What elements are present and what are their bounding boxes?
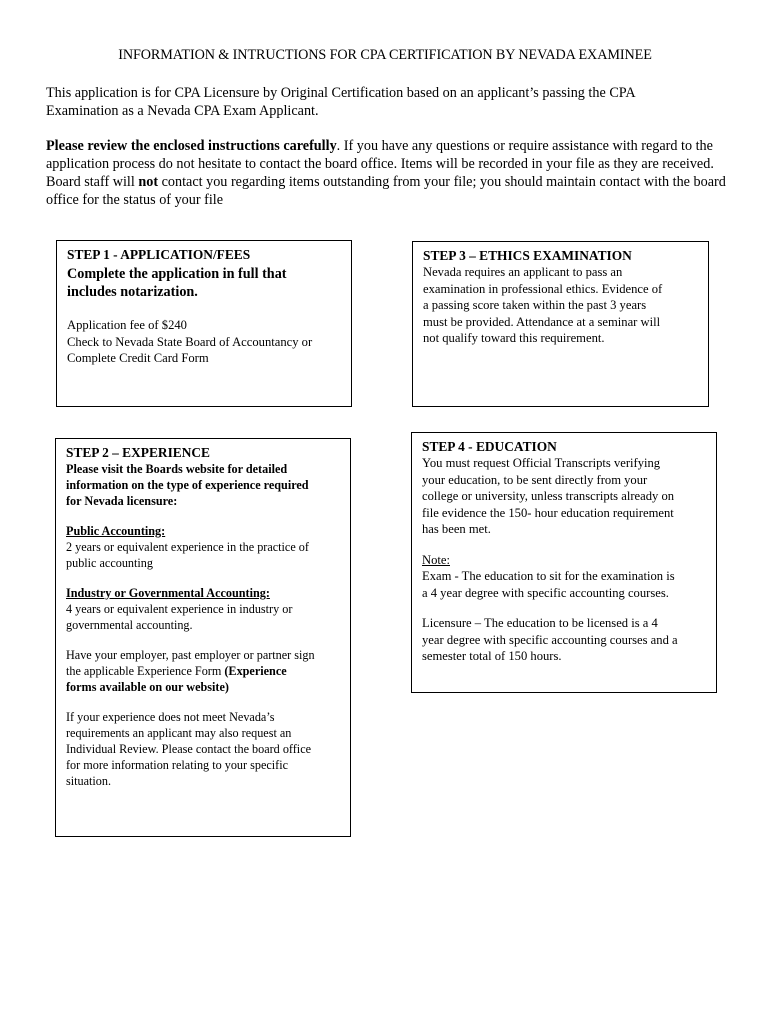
step1-subheading-line-1: Complete the application in full that: [67, 266, 287, 282]
step2-review-line-2: requirements an applicant may also request an: [66, 726, 292, 740]
step3-heading: STEP 3 – ETHICS EXAMINATION: [423, 248, 632, 263]
step2-heading: STEP 2 – EXPERIENCE: [66, 445, 210, 460]
step2-review-line-5: situation.: [66, 774, 112, 788]
step3-line-1: Nevada requires an applicant to pass an: [423, 265, 623, 279]
step4-line-5: has been met.: [422, 522, 491, 536]
step4-exam-line-2: a 4 year degree with specific accounting courses.: [422, 585, 669, 600]
step3-line-3: a passing score taken within the past 3 years: [423, 298, 647, 312]
page-title: INFORMATION & INTRUCTIONS FOR CPA CERTIFICATION BY NEVADA EXAMINEE: [118, 47, 652, 63]
step4-licensure-section: [422, 615, 706, 665]
step3-line-4: must be provided. Attendance at a seminar will: [423, 314, 661, 329]
step2-employer-line-2: [66, 663, 340, 679]
review-bold-lead: Please review the enclosed instructions carefully: [46, 138, 337, 154]
step2-review-section: [66, 709, 340, 789]
step1-box: [56, 240, 352, 407]
step2-intro-line-2: information on the type of experience required: [66, 478, 309, 492]
step4-line-2: your education, to be sent directly from your: [422, 472, 648, 487]
step4-exam-line-1: Exam - The education to sit for the examination is: [422, 569, 675, 583]
step4-note-title: Note:: [422, 552, 450, 567]
step1-check: Check to Nevada State Board of Accountancy or: [67, 334, 313, 349]
step1-subheading: [67, 265, 341, 301]
step3-line-2: examination in professional ethics. Evidence of: [423, 281, 663, 296]
step2-review-line-4: for more information relating to your specific: [66, 758, 289, 772]
step4-box: [411, 432, 717, 693]
step2-employer-line-2b: (Experience: [224, 664, 287, 678]
review-text-a: . If you have any questions or require assistance with regard to the application process do not hesitate to contact the board office. Items will be recorded in your file as they are received. Board staff will: [46, 138, 714, 190]
step2-review-line-3: Individual Review. Please contact the board office: [66, 742, 312, 756]
review-bold-not: not: [138, 174, 159, 190]
step2-industry-title: Industry or Governmental Accounting:: [66, 586, 270, 600]
step2-industry-section: [66, 585, 340, 633]
intro-line-2: Examination as a Nevada CPA Exam Applicant.: [46, 103, 319, 119]
intro-line-1: This application is for CPA Licensure by Original Certification based on an applicant’s passing the CPA: [46, 85, 636, 101]
step2-industry-line-1: 4 years or equivalent experience in industry or: [66, 602, 293, 616]
step2-employer-section: [66, 647, 340, 695]
step4-body: [422, 455, 706, 538]
step4-line-4: file evidence the 150- hour education requirement: [422, 505, 674, 520]
step3-body: [423, 264, 698, 347]
review-paragraph: [46, 137, 736, 209]
step4-line-1: You must request Official Transcripts verifying: [422, 456, 661, 470]
step2-industry-line-2: governmental accounting.: [66, 618, 193, 632]
step3-line-5: not qualify toward this requirement.: [423, 331, 605, 345]
step4-line-3: college or university, unless transcripts already on: [422, 489, 675, 503]
step3-box: [412, 241, 709, 407]
step2-review-line-1: If your experience does not meet Nevada’s: [66, 710, 275, 724]
intro-paragraph: [46, 84, 736, 120]
step1-fee: Application fee of $240: [67, 318, 187, 332]
step4-licensure-line-1: Licensure – The education to be licensed is a 4: [422, 616, 658, 630]
step2-public-section: [66, 523, 340, 571]
step2-employer-line-3: forms available on our website): [66, 680, 229, 694]
step1-heading: STEP 1 - APPLICATION/FEES: [67, 247, 251, 262]
step2-employer-line-1: Have your employer, past employer or partner sign: [66, 648, 315, 662]
step1-fee-block: [67, 317, 341, 367]
step1-credit: Complete Credit Card Form: [67, 351, 209, 365]
step4-licensure-line-3: semester total of 150 hours.: [422, 649, 562, 663]
review-text-b: contact you regarding items outstanding from your file; you should maintain contact with the board office for the status of your file: [46, 174, 726, 208]
step4-note-section: [422, 552, 706, 602]
step4-licensure-line-2: year degree with specific accounting courses and a: [422, 632, 678, 647]
step2-public-title: Public Accounting:: [66, 524, 166, 538]
step2-employer-line-2a: the applicable Experience Form: [66, 664, 225, 678]
step2-public-line-2: public accounting: [66, 556, 153, 570]
step2-intro-line-1: Please visit the Boards website for detailed: [66, 462, 288, 476]
step2-box: [55, 438, 351, 837]
step2-intro-line-3: for Nevada licensure:: [66, 494, 178, 508]
step1-subheading-line-2: includes notarization.: [67, 284, 198, 300]
step2-intro: [66, 461, 340, 509]
step2-public-line-1: 2 years or equivalent experience in the practice of: [66, 540, 309, 554]
step4-heading: STEP 4 - EDUCATION: [422, 439, 557, 454]
